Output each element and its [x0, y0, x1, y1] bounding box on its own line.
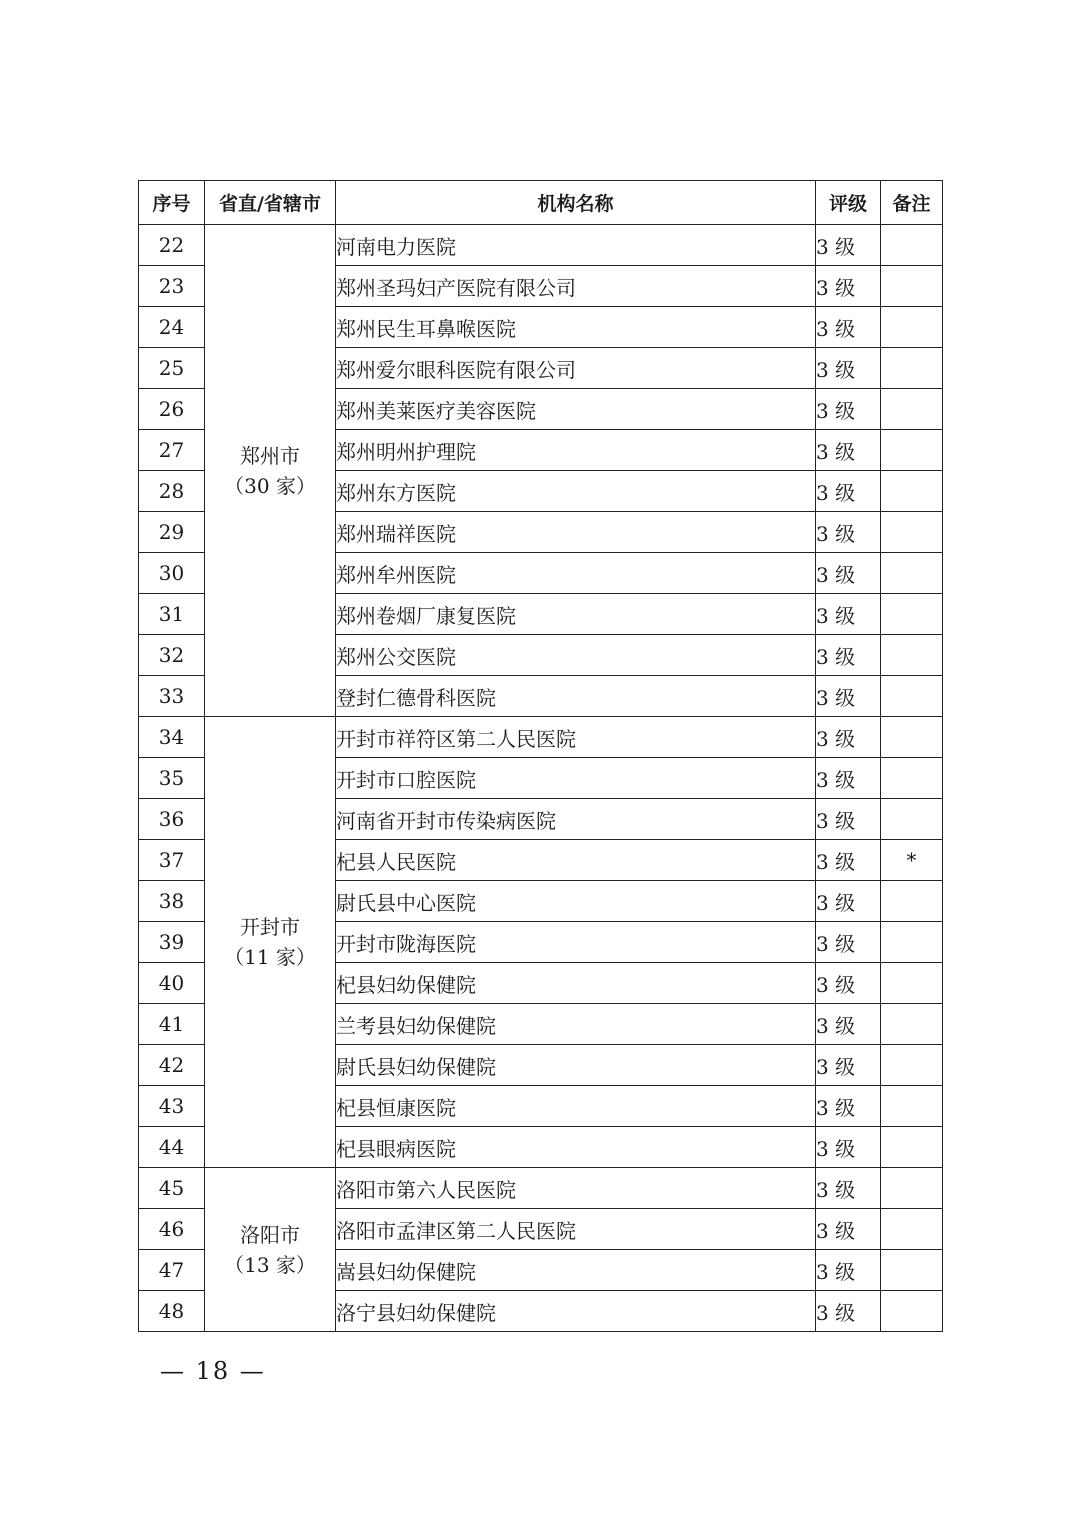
city-name: 郑州市 — [240, 443, 300, 468]
row-grade: 3 级 — [816, 1250, 881, 1291]
row-name: 郑州瑞祥医院 — [336, 512, 816, 553]
row-note — [881, 389, 943, 430]
table-row — [139, 1168, 943, 1209]
header-seq: 序号 — [139, 181, 205, 225]
row-seq: 22 — [139, 225, 205, 266]
header-note: 备注 — [881, 181, 943, 225]
row-note — [881, 1045, 943, 1086]
row-seq: 43 — [139, 1086, 205, 1127]
city-cell — [205, 1168, 336, 1332]
row-seq: 37 — [139, 840, 205, 881]
row-grade: 3 级 — [816, 1127, 881, 1168]
header-row — [139, 181, 943, 225]
row-seq: 47 — [139, 1250, 205, 1291]
row-grade: 3 级 — [816, 799, 881, 840]
row-note — [881, 1127, 943, 1168]
row-note — [881, 512, 943, 553]
row-grade: 3 级 — [816, 1291, 881, 1332]
table-row — [139, 717, 943, 758]
row-name: 开封市陇海医院 — [336, 922, 816, 963]
row-name: 河南省开封市传染病医院 — [336, 799, 816, 840]
row-name: 洛阳市孟津区第二人民医院 — [336, 1209, 816, 1250]
row-note — [881, 266, 943, 307]
row-name: 开封市口腔医院 — [336, 758, 816, 799]
row-seq: 24 — [139, 307, 205, 348]
row-seq: 38 — [139, 881, 205, 922]
table-row — [139, 225, 943, 266]
row-name: 杞县人民医院 — [336, 840, 816, 881]
page-number: — 18 — — [160, 1357, 266, 1385]
row-name: 嵩县妇幼保健院 — [336, 1250, 816, 1291]
row-seq: 35 — [139, 758, 205, 799]
row-name: 洛阳市第六人民医院 — [336, 1168, 816, 1209]
row-name: 杞县恒康医院 — [336, 1086, 816, 1127]
row-name: 郑州民生耳鼻喉医院 — [336, 307, 816, 348]
row-name: 郑州卷烟厂康复医院 — [336, 594, 816, 635]
row-seq: 33 — [139, 676, 205, 717]
row-name: 兰考县妇幼保健院 — [336, 1004, 816, 1045]
city-count: （11 家） — [224, 945, 316, 969]
row-grade: 3 级 — [816, 1168, 881, 1209]
row-grade: 3 级 — [816, 676, 881, 717]
row-grade: 3 级 — [816, 594, 881, 635]
row-note — [881, 553, 943, 594]
row-name: 郑州爱尔眼科医院有限公司 — [336, 348, 816, 389]
row-grade: 3 级 — [816, 307, 881, 348]
row-grade: 3 级 — [816, 635, 881, 676]
row-grade: 3 级 — [816, 1004, 881, 1045]
row-note — [881, 1004, 943, 1045]
row-seq: 30 — [139, 553, 205, 594]
row-name: 河南电力医院 — [336, 225, 816, 266]
row-grade: 3 级 — [816, 922, 881, 963]
row-seq: 27 — [139, 430, 205, 471]
row-note — [881, 922, 943, 963]
row-grade: 3 级 — [816, 881, 881, 922]
row-note — [881, 430, 943, 471]
row-seq: 45 — [139, 1168, 205, 1209]
row-note — [881, 225, 943, 266]
row-note — [881, 1209, 943, 1250]
row-seq: 41 — [139, 1004, 205, 1045]
row-name: 郑州明州护理院 — [336, 430, 816, 471]
row-name: 开封市祥符区第二人民医院 — [336, 717, 816, 758]
row-seq: 39 — [139, 922, 205, 963]
row-grade: 3 级 — [816, 758, 881, 799]
row-note — [881, 348, 943, 389]
row-note — [881, 594, 943, 635]
row-seq: 48 — [139, 1291, 205, 1332]
row-grade: 3 级 — [816, 512, 881, 553]
row-seq: 29 — [139, 512, 205, 553]
header-name: 机构名称 — [336, 181, 816, 225]
row-note — [881, 307, 943, 348]
row-grade: 3 级 — [816, 266, 881, 307]
row-note — [881, 471, 943, 512]
row-grade: 3 级 — [816, 840, 881, 881]
header-grade: 评级 — [816, 181, 881, 225]
row-note — [881, 1168, 943, 1209]
row-name: 郑州公交医院 — [336, 635, 816, 676]
row-note — [881, 881, 943, 922]
row-name: 杞县眼病医院 — [336, 1127, 816, 1168]
row-seq: 26 — [139, 389, 205, 430]
row-name: 郑州东方医院 — [336, 471, 816, 512]
city-cell — [205, 225, 336, 717]
table-body — [139, 225, 943, 1332]
row-seq: 25 — [139, 348, 205, 389]
row-grade: 3 级 — [816, 1045, 881, 1086]
row-seq: 23 — [139, 266, 205, 307]
row-grade: 3 级 — [816, 471, 881, 512]
row-grade: 3 级 — [816, 348, 881, 389]
row-seq: 40 — [139, 963, 205, 1004]
city-count: （13 家） — [224, 1252, 316, 1277]
row-grade: 3 级 — [816, 963, 881, 1004]
row-note — [881, 717, 943, 758]
row-seq: 36 — [139, 799, 205, 840]
row-seq: 42 — [139, 1045, 205, 1086]
row-grade: 3 级 — [816, 1209, 881, 1250]
row-name: 郑州美莱医疗美容医院 — [336, 389, 816, 430]
row-note: * — [881, 840, 943, 881]
row-name: 尉氏县中心医院 — [336, 881, 816, 922]
row-name: 洛宁县妇幼保健院 — [336, 1291, 816, 1332]
row-note — [881, 799, 943, 840]
header-city: 省直/省辖市 — [205, 181, 336, 225]
row-grade: 3 级 — [816, 1086, 881, 1127]
city-count: （30 家） — [224, 473, 316, 498]
row-name: 杞县妇幼保健院 — [336, 963, 816, 1004]
row-note — [881, 1250, 943, 1291]
institution-table — [138, 180, 943, 1332]
row-name: 郑州圣玛妇产医院有限公司 — [336, 266, 816, 307]
row-seq: 34 — [139, 717, 205, 758]
row-grade: 3 级 — [816, 553, 881, 594]
row-note — [881, 1086, 943, 1127]
row-grade: 3 级 — [816, 430, 881, 471]
city-name: 洛阳市 — [240, 1222, 300, 1247]
city-cell — [205, 717, 336, 1168]
row-seq: 31 — [139, 594, 205, 635]
row-grade: 3 级 — [816, 389, 881, 430]
row-seq: 44 — [139, 1127, 205, 1168]
city-name: 开封市 — [240, 915, 300, 939]
row-note — [881, 758, 943, 799]
row-seq: 32 — [139, 635, 205, 676]
row-grade: 3 级 — [816, 225, 881, 266]
row-name: 尉氏县妇幼保健院 — [336, 1045, 816, 1086]
row-name: 登封仁德骨科医院 — [336, 676, 816, 717]
row-seq: 46 — [139, 1209, 205, 1250]
row-note — [881, 1291, 943, 1332]
row-note — [881, 963, 943, 1004]
row-note — [881, 676, 943, 717]
row-note — [881, 635, 943, 676]
row-seq: 28 — [139, 471, 205, 512]
row-grade: 3 级 — [816, 717, 881, 758]
row-name: 郑州牟州医院 — [336, 553, 816, 594]
